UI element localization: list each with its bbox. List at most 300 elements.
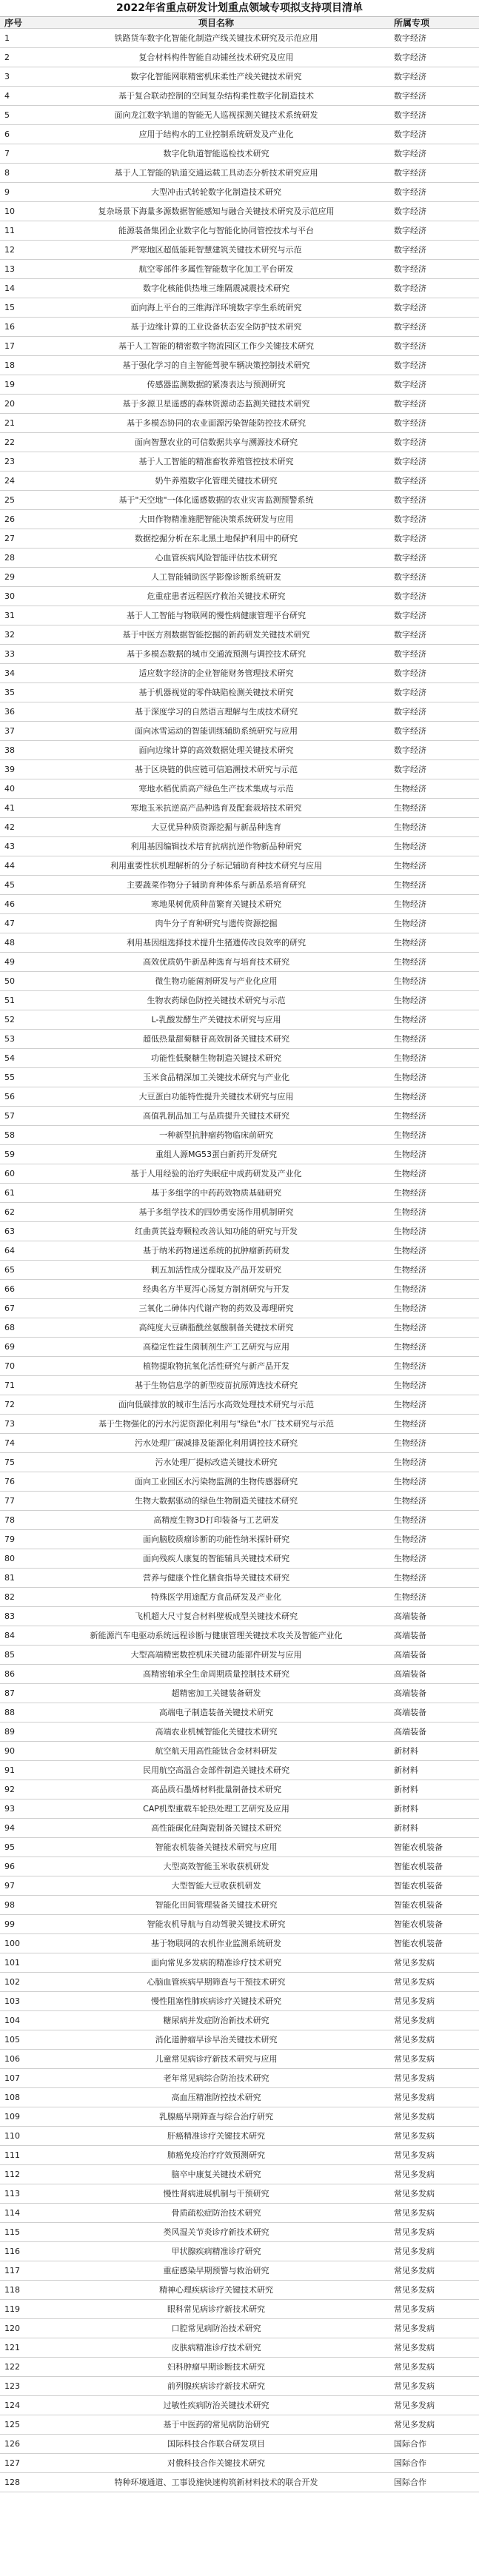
row-project-name: 基于生物强化的污水污泥资源化利用与"绿色"水厂技术研究与示范 <box>98 1419 335 1429</box>
table-row <box>0 722 479 741</box>
table-row <box>0 1684 479 1703</box>
row-category: 生物经济 <box>394 1573 426 1583</box>
row-number: 43 <box>4 842 15 851</box>
table-row <box>0 1453 479 1472</box>
row-number: 119 <box>4 2304 20 2314</box>
row-category: 常见多发病 <box>394 2304 435 2314</box>
row-category: 常见多发病 <box>394 2343 435 2352</box>
row-number: 33 <box>4 649 15 659</box>
row-category: 生物经济 <box>394 1554 426 1563</box>
row-project-name: 生物农药绿色防控关键技术研究与示范 <box>147 996 286 1005</box>
table-row <box>0 1415 479 1434</box>
row-category: 数字经济 <box>394 553 426 563</box>
row-number: 128 <box>4 2478 20 2487</box>
row-number: 44 <box>4 861 15 871</box>
row-number: 60 <box>4 1169 15 1178</box>
row-project-name: 智能化田间管理装备关键技术研究 <box>155 1900 278 1910</box>
row-number: 10 <box>4 207 15 216</box>
row-number: 9 <box>4 187 10 197</box>
table-row <box>0 1087 479 1107</box>
row-project-name: 前列腺疾病诊疗新技术研究 <box>167 2381 265 2391</box>
row-category: 生物经济 <box>394 1015 426 1024</box>
row-number: 59 <box>4 1150 15 1159</box>
table-row <box>0 1492 479 1511</box>
row-project-name: 大型智能大豆收获机研发 <box>171 1881 261 1891</box>
row-project-name: 复合材料构件智能自动铺丝技术研究及应用 <box>138 53 294 62</box>
row-project-name: 数字化轨道智能巡检技术研究 <box>163 149 269 158</box>
row-project-name: 口腔常见病防治技术研究 <box>171 2324 261 2333</box>
row-number: 104 <box>4 2016 20 2025</box>
row-category: 国际合作 <box>394 2478 426 2487</box>
row-category: 生物经济 <box>394 996 426 1005</box>
table-row <box>0 2261 479 2281</box>
row-number: 35 <box>4 688 15 697</box>
row-category: 生物经济 <box>394 1458 426 1467</box>
row-project-name: 对俄科技合作关键技术研究 <box>167 2458 265 2468</box>
row-project-name: 刺五加活性成分提取及产品开发研究 <box>151 1265 281 1275</box>
row-number: 83 <box>4 1611 15 1621</box>
row-number: 28 <box>4 553 15 563</box>
row-category: 数字经济 <box>394 207 426 216</box>
row-category: 生物经济 <box>394 1246 426 1255</box>
row-number: 14 <box>4 284 15 293</box>
row-number: 8 <box>4 168 10 178</box>
row-number: 46 <box>4 899 15 909</box>
row-number: 71 <box>4 1381 15 1390</box>
table-row <box>0 1511 479 1530</box>
row-category: 数字经济 <box>394 668 426 678</box>
row-number: 76 <box>4 1477 15 1486</box>
table-row <box>0 1992 479 2011</box>
row-number: 21 <box>4 418 15 428</box>
row-number: 64 <box>4 1246 15 1255</box>
row-number: 86 <box>4 1669 15 1679</box>
row-project-name: 数据挖掘分析在东北黑土地保护利用中的研究 <box>135 534 298 543</box>
row-category: 生物经济 <box>394 880 426 890</box>
row-number: 88 <box>4 1708 15 1717</box>
table-row <box>0 1665 479 1684</box>
table-row <box>0 2300 479 2319</box>
row-number: 72 <box>4 1400 15 1409</box>
table-row <box>0 1126 479 1145</box>
row-number: 49 <box>4 957 15 967</box>
row-category: 高端装备 <box>394 1688 426 1698</box>
row-project-name: 民用航空高温合金部件制造关键技术研究 <box>143 1765 289 1775</box>
row-category: 生物经济 <box>394 803 426 813</box>
row-category: 常见多发病 <box>394 2093 435 2102</box>
row-project-name: 寒地水稻优质高产绿色生产技术集成与示范 <box>138 784 294 794</box>
row-project-name: 基于机器视觉的零件缺陷检测关键技术研究 <box>138 688 294 697</box>
row-project-name: 重组人源MG53蛋白新药开发研究 <box>155 1150 277 1159</box>
row-project-name: 老年常见病综合防治技术研究 <box>163 2073 269 2083</box>
table-row <box>0 799 479 818</box>
row-project-name: 高端电子制造装备关键技术研究 <box>159 1708 273 1717</box>
row-number: 96 <box>4 1862 15 1871</box>
row-category: 生物经济 <box>394 1034 426 1044</box>
row-number: 39 <box>4 765 15 774</box>
table-row <box>0 2358 479 2377</box>
row-number: 12 <box>4 245 15 255</box>
table-row <box>0 2223 479 2242</box>
row-project-name: 基于纳米药物递送系统的抗肿瘤新药研发 <box>143 1246 289 1255</box>
table-row <box>0 529 479 549</box>
row-project-name: 脑卒中康复关键技术研究 <box>171 2170 261 2179</box>
table-row <box>0 414 479 433</box>
row-project-name: 污水处理厂碳减排及能源化利用调控技术研究 <box>135 1438 298 1448</box>
row-number: 90 <box>4 1746 15 1756</box>
row-category: 生物经济 <box>394 1381 426 1390</box>
row-number: 16 <box>4 322 15 332</box>
table-row <box>0 1145 479 1164</box>
row-category: 生物经济 <box>394 1150 426 1159</box>
table-row <box>0 318 479 337</box>
row-category: 新材料 <box>394 1746 418 1756</box>
row-number: 110 <box>4 2131 20 2141</box>
table-row <box>0 48 479 67</box>
table-row <box>0 568 479 587</box>
table-row <box>0 1703 479 1723</box>
table-row <box>0 1184 479 1203</box>
row-number: 34 <box>4 668 15 678</box>
row-project-name: 儿童常见病诊疗新技术研究与应用 <box>155 2054 278 2064</box>
row-number: 113 <box>4 2189 20 2198</box>
table-row <box>0 818 479 837</box>
row-number: 18 <box>4 360 15 370</box>
table-row <box>0 2454 479 2473</box>
table-row <box>0 433 479 452</box>
row-category: 数字经济 <box>394 572 426 582</box>
table-row <box>0 1761 479 1780</box>
row-project-name: 一种新型抗肿瘤药物临床前研究 <box>159 1130 273 1140</box>
table-row <box>0 933 479 953</box>
table-row <box>0 1857 479 1876</box>
row-number: 93 <box>4 1804 15 1814</box>
row-project-name: 智能农机装备关键技术研究与应用 <box>155 1842 278 1852</box>
row-number: 37 <box>4 726 15 736</box>
row-number: 126 <box>4 2439 20 2449</box>
row-project-name: 基于多组学技术的四妙勇安汤作用机制研究 <box>138 1207 294 1217</box>
table-row <box>0 375 479 395</box>
row-number: 92 <box>4 1785 15 1794</box>
row-project-name: 铁路货车数字化智能化制造产线关键技术研究及示范应用 <box>114 33 318 43</box>
row-project-name: CAP机型重载车轮热处理工艺研究及应用 <box>143 1804 289 1814</box>
table-row <box>0 29 479 48</box>
row-category: 数字经济 <box>394 149 426 158</box>
table-row <box>0 1241 479 1261</box>
table-row <box>0 2281 479 2300</box>
row-project-name: 基于边缘计算的工业设备状态安全防护技术研究 <box>130 322 302 332</box>
row-project-name: 红曲黄芪益寿颗粒改善认知功能的研究与开发 <box>135 1227 298 1236</box>
row-number: 19 <box>4 380 15 389</box>
row-project-name: 基于深度学习的自然语言理解与生成技术研究 <box>135 707 298 717</box>
row-number: 115 <box>4 2227 20 2237</box>
row-project-name: 营养与健康个性化膳食指导关键技术研究 <box>143 1573 289 1583</box>
row-category: 数字经济 <box>394 437 426 447</box>
table-row <box>0 1953 479 1973</box>
table-body <box>0 29 479 2492</box>
table-row <box>0 1299 479 1318</box>
row-project-name: 面向低碳排放的城市生活污水高效处理技术研究与示范 <box>118 1400 314 1409</box>
row-number: 89 <box>4 1727 15 1737</box>
row-number: 112 <box>4 2170 20 2179</box>
row-category: 生物经济 <box>394 1111 426 1121</box>
row-category: 数字经济 <box>394 707 426 717</box>
row-category: 数字经济 <box>394 110 426 120</box>
row-number: 82 <box>4 1592 15 1602</box>
row-category: 常见多发病 <box>394 2150 435 2160</box>
row-project-name: 严寒地区超低能耗智慧建筑关键技术研究与示范 <box>130 245 302 255</box>
row-category: 智能农机装备 <box>394 1939 443 1948</box>
row-project-name: 高稳定性益生菌制剂生产工艺研究与应用 <box>143 1342 289 1352</box>
row-category: 国际合作 <box>394 2458 426 2468</box>
row-number: 116 <box>4 2247 20 2256</box>
row-number: 29 <box>4 572 15 582</box>
row-number: 123 <box>4 2381 20 2391</box>
row-number: 78 <box>4 1515 15 1525</box>
row-category: 数字经济 <box>394 245 426 255</box>
table-row <box>0 2146 479 2165</box>
row-category: 新材料 <box>394 1804 418 1814</box>
row-number: 91 <box>4 1765 15 1775</box>
row-project-name: 心血管疾病风险智能评估技术研究 <box>155 553 278 563</box>
row-number: 66 <box>4 1284 15 1294</box>
row-category: 生物经济 <box>394 1496 426 1506</box>
row-category: 数字经济 <box>394 322 426 332</box>
table-row <box>0 2204 479 2223</box>
table-row <box>0 2473 479 2492</box>
row-project-name: 面向边缘计算的高效数据处理关键技术研究 <box>138 745 294 755</box>
row-number: 42 <box>4 822 15 832</box>
row-number: 77 <box>4 1496 15 1506</box>
table-row <box>0 260 479 279</box>
table-row <box>0 2435 479 2454</box>
row-number: 85 <box>4 1650 15 1660</box>
table-row <box>0 606 479 625</box>
row-number: 81 <box>4 1573 15 1583</box>
row-number: 61 <box>4 1188 15 1198</box>
row-project-name: 玉米食品精深加工关键技术研究与产业化 <box>143 1073 289 1082</box>
row-project-name: 肺癌免疫治疗疗效预测研究 <box>167 2150 265 2160</box>
row-number: 73 <box>4 1419 15 1429</box>
row-category: 生物经济 <box>394 1169 426 1178</box>
row-number: 5 <box>4 110 10 120</box>
table-row <box>0 2165 479 2184</box>
row-category: 数字经济 <box>394 399 426 409</box>
row-category: 智能农机装备 <box>394 1881 443 1891</box>
row-project-name: 利用基因编辑技术培育抗病抗逆作物新品种研究 <box>130 842 302 851</box>
header-number: 序号 <box>4 18 23 27</box>
row-project-name: 面向常见多发病的精准诊疗技术研究 <box>151 1958 281 1968</box>
table-row <box>0 1338 479 1357</box>
table-row <box>0 1723 479 1742</box>
row-category: 数字经济 <box>394 514 426 524</box>
row-category: 数字经济 <box>394 611 426 620</box>
row-project-name: 心脑血管疾病早期筛查与干预技术研究 <box>147 1977 286 1987</box>
table-row <box>0 395 479 414</box>
row-project-name: 面向龙江数字轨道的智能无人巡视探测关键技术系统研发 <box>114 110 318 120</box>
project-table <box>0 16 479 2492</box>
row-category: 高端装备 <box>394 1727 426 1737</box>
row-project-name: 人工智能辅助医学影像诊断系统研发 <box>151 572 281 582</box>
row-number: 67 <box>4 1304 15 1313</box>
row-category: 数字经济 <box>394 745 426 755</box>
row-project-name: 基于生物信息学的新型疫苗抗原筛选技术研究 <box>135 1381 298 1390</box>
row-category: 常见多发病 <box>394 2401 435 2410</box>
row-project-name: 过敏性疾病防治关键技术研究 <box>163 2401 269 2410</box>
row-project-name: 飞机超大尺寸复合材料壁板成型关键技术研究 <box>135 1611 298 1621</box>
row-number: 97 <box>4 1881 15 1891</box>
table-row <box>0 1434 479 1453</box>
row-number: 80 <box>4 1554 15 1563</box>
table-row <box>0 1742 479 1761</box>
row-category: 常见多发病 <box>394 1977 435 1987</box>
row-category: 生物经济 <box>394 822 426 832</box>
row-category: 生物经济 <box>394 1534 426 1544</box>
row-project-name: 基于人工智能的轨道交通运载工具动态分析技术研究应用 <box>114 168 318 178</box>
row-number: 6 <box>4 130 10 139</box>
row-number: 20 <box>4 399 15 409</box>
table-row <box>0 202 479 221</box>
table-row <box>0 1068 479 1087</box>
row-project-name: 能源装备集团企业数字化与智能化协同管控技术与平台 <box>118 226 314 235</box>
row-category: 常见多发病 <box>394 1996 435 2006</box>
table-row <box>0 2319 479 2338</box>
row-project-name: 大豆蛋白功能特性提升关键技术研究与应用 <box>138 1092 294 1101</box>
row-number: 99 <box>4 1919 15 1929</box>
table-row <box>0 991 479 1010</box>
row-number: 105 <box>4 2035 20 2045</box>
table-row <box>0 1915 479 1934</box>
table-row <box>0 472 479 491</box>
table-row <box>0 1203 479 1222</box>
row-project-name: 数字化核能供热堆三维隔震减震技术研究 <box>143 284 289 293</box>
row-category: 生物经济 <box>394 938 426 947</box>
row-category: 常见多发病 <box>394 2266 435 2275</box>
table-row <box>0 1357 479 1376</box>
row-number: 117 <box>4 2266 20 2275</box>
row-category: 常见多发病 <box>394 2324 435 2333</box>
table-row <box>0 876 479 895</box>
table-row <box>0 452 479 472</box>
row-project-name: 面向脑胶质瘤诊断的功能性纳米探针研究 <box>143 1534 289 1544</box>
row-category: 数字经济 <box>394 495 426 505</box>
row-number: 56 <box>4 1092 15 1101</box>
row-number: 53 <box>4 1034 15 1044</box>
table-row <box>0 2107 479 2127</box>
table-header-row <box>0 17 479 29</box>
table-row <box>0 1973 479 1992</box>
row-number: 52 <box>4 1015 15 1024</box>
row-number: 87 <box>4 1688 15 1698</box>
table-row <box>0 2011 479 2030</box>
table-row <box>0 1819 479 1838</box>
table-row <box>0 491 479 510</box>
table-row <box>0 779 479 799</box>
row-number: 36 <box>4 707 15 717</box>
row-number: 26 <box>4 514 15 524</box>
row-category: 生物经济 <box>394 1361 426 1371</box>
row-number: 120 <box>4 2324 20 2333</box>
table-row <box>0 2050 479 2069</box>
row-category: 生物经济 <box>394 1073 426 1082</box>
row-project-name: 超低热量甜菊糖苷高效制备关键技术研究 <box>143 1034 289 1044</box>
row-project-name: 高精密轴承全生命周期质量控制技术研究 <box>143 1669 289 1679</box>
row-project-name: 高血压精准防控技术研究 <box>171 2093 261 2102</box>
table-row <box>0 1222 479 1241</box>
row-category: 智能农机装备 <box>394 1900 443 1910</box>
row-project-name: 基于多模态协同的农业面源污染智能防控技术研究 <box>127 418 306 428</box>
row-project-name: 高性能碳化硅陶瓷制备关键技术研究 <box>151 1823 281 1833</box>
row-number: 11 <box>4 226 15 235</box>
row-category: 数字经济 <box>394 284 426 293</box>
row-category: 常见多发病 <box>394 2285 435 2295</box>
row-project-name: 三氧化二砷体内代谢产物的药效及毒理研究 <box>138 1304 294 1313</box>
row-category: 数字经济 <box>394 130 426 139</box>
table-row <box>0 953 479 972</box>
row-project-name: 慢性肾病进展机制与干预研究 <box>163 2189 269 2198</box>
row-project-name: 数字化智能网联精密机床柔性产线关键技术研究 <box>130 72 302 81</box>
table-row <box>0 67 479 87</box>
row-number: 51 <box>4 996 15 1005</box>
table-row <box>0 683 479 702</box>
row-number: 13 <box>4 264 15 274</box>
row-category: 数字经济 <box>394 476 426 486</box>
table-row <box>0 741 479 760</box>
table-row <box>0 760 479 779</box>
row-project-name: 奶牛养殖数字化管理关键技术研究 <box>155 476 278 486</box>
row-category: 常见多发病 <box>394 2054 435 2064</box>
row-project-name: 基于多源卫星遥感的森林资源动态监测关键技术研究 <box>122 399 310 409</box>
row-category: 智能农机装备 <box>394 1862 443 1871</box>
row-number: 114 <box>4 2208 20 2218</box>
table-row <box>0 2030 479 2050</box>
table-row <box>0 298 479 318</box>
row-category: 生物经济 <box>394 1323 426 1332</box>
row-category: 常见多发病 <box>394 2208 435 2218</box>
row-project-name: 高端农业机械智能化关键技术研究 <box>155 1727 278 1737</box>
table-row <box>0 625 479 645</box>
row-project-name: 超精密加工关键装备研发 <box>171 1688 261 1698</box>
table-row <box>0 2415 479 2435</box>
row-project-name: 生物大数据驱动的绿色生物制造关键技术研究 <box>135 1496 298 1506</box>
row-category: 生物经济 <box>394 1400 426 1409</box>
row-category: 数字经济 <box>394 534 426 543</box>
row-number: 70 <box>4 1361 15 1371</box>
row-project-name: 污水处理厂提标改造关键技术研究 <box>155 1458 278 1467</box>
row-project-name: 糖尿病并发症防治新技术研究 <box>163 2016 269 2025</box>
row-number: 127 <box>4 2458 20 2468</box>
row-project-name: 基于多组学的中药药效物质基础研究 <box>151 1188 281 1198</box>
row-category: 数字经济 <box>394 630 426 640</box>
row-project-name: 面向冰雪运动的智能训练辅助系统研究与应用 <box>135 726 298 736</box>
table-row <box>0 1261 479 1280</box>
table-row <box>0 1376 479 1395</box>
row-project-name: 功能性低聚糖生物制造关键技术研究 <box>151 1053 281 1063</box>
row-category: 数字经济 <box>394 33 426 43</box>
row-number: 118 <box>4 2285 20 2295</box>
row-number: 17 <box>4 341 15 351</box>
header-category: 所属专项 <box>394 18 430 27</box>
row-number: 24 <box>4 476 15 486</box>
row-number: 25 <box>4 495 15 505</box>
row-project-name: 基于区块链的供应链可信追溯技术研究与示范 <box>135 765 298 774</box>
row-category: 高端装备 <box>394 1669 426 1679</box>
row-category: 生物经济 <box>394 842 426 851</box>
row-project-name: 大型高端精密数控机床关键功能部件研发与应用 <box>130 1650 302 1660</box>
row-number: 62 <box>4 1207 15 1217</box>
row-category: 生物经济 <box>394 1092 426 1101</box>
row-category: 生物经济 <box>394 1438 426 1448</box>
